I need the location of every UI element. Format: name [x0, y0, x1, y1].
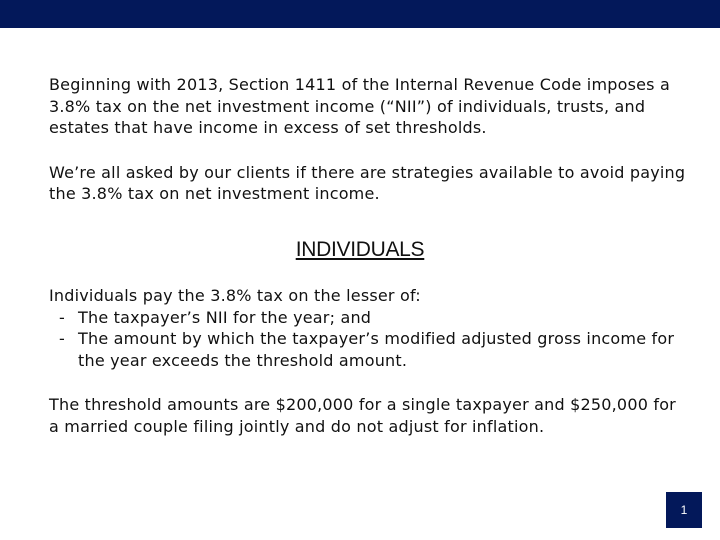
list-bullet: - — [59, 329, 65, 348]
list-item — [49, 328, 689, 371]
thresholds-paragraph: The threshold amounts are $200,000 for a single taxpayer and $250,000 for a married couple filing jointly and do not adjust for inflation. — [49, 395, 676, 436]
list-item-text: The amount by which the taxpayer’s modified adjusted gross income for the year exceeds the threshold amount. — [78, 329, 675, 370]
list-item-text: The taxpayer’s NII for the year; and — [78, 307, 372, 327]
page-number-badge — [666, 492, 702, 528]
individuals-section — [49, 285, 689, 437]
page-number: 1 — [680, 503, 688, 517]
list-item — [49, 307, 689, 329]
header-bar — [0, 0, 720, 28]
list-bullet: - — [59, 307, 65, 327]
lead-text: Individuals pay the 3.8% tax on the lesser of: — [49, 286, 421, 305]
intro-section — [49, 74, 689, 205]
intro-paragraph-1: Beginning with 2013, Section 1411 of the Internal Revenue Code imposes a 3.8% tax on the net investment income (“NII”) of individuals, trusts, and estates that have income in excess of set thresholds. — [49, 75, 670, 137]
intro-paragraph-2: We’re all asked by our clients if there are strategies available to avoid paying the 3.8% tax on net investment income. — [49, 162, 686, 203]
section-heading: INDIVIDUALS — [295, 238, 425, 261]
